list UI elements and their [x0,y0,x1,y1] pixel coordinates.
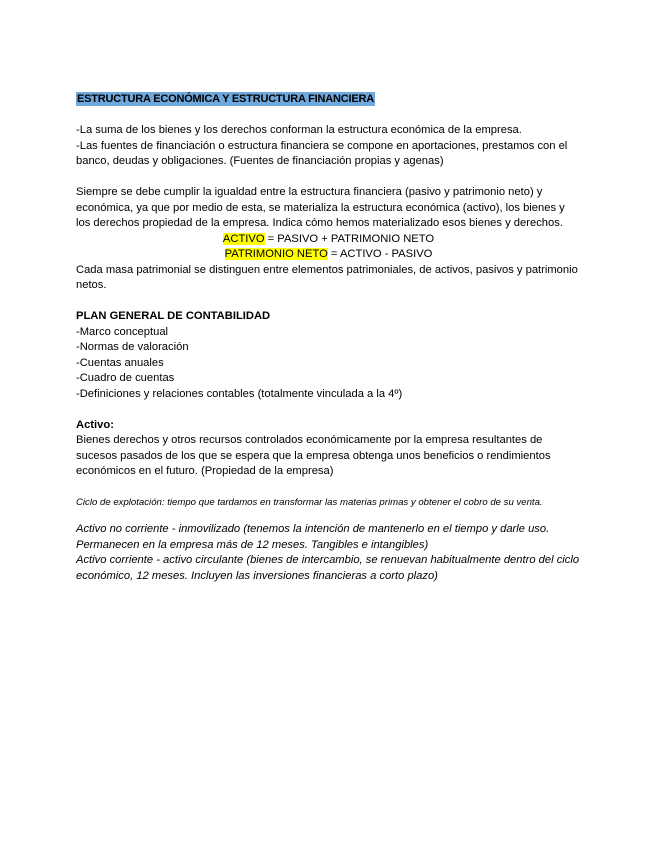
equality-paragraph: Siempre se debe cumplir la igualdad entre la estructura financiera (pasivo y patrimonio neto) y económica, ya que por medio de esta, se materializa la estructura económica (activo), los bienes y los derechos propiedad de la empresa. Indica cómo hemos materializado esos bienes y derechos. [76,186,565,229]
document-title: ESTRUCTURA ECONÓMICA Y ESTRUCTURA FINANCIERA [77,93,374,105]
spacer [76,402,581,418]
intro-line-1: -La suma de los bienes y los derechos conforman la estructura económica de la empresa. [76,124,522,136]
activo-corriente: Activo corriente - activo circulante (bienes de intercambio, se renuevan habitualmente dentro del ciclo económico, 12 meses. Incluyen las inversiones financieras a corto plazo) [76,554,580,582]
list-item: -Definiciones y relaciones contables (totalmente vinculada a la 4º) [76,387,403,400]
list-item: -Cuentas anuales [76,356,164,369]
activo-no-corriente: Activo no corriente - inmovilizado (tenemos la intención de mantenerlo en el tiempo y darle uso. Permanecen en la empresa más de 12 meses. Tangibles e intangibles) [76,523,550,551]
spacer [76,170,581,186]
spacer [76,294,581,310]
highlight-activo: ACTIVO [222,232,265,245]
intro-line-2: -Las fuentes de financiación o estructura financiera se compone en aportaciones, prestamos con el banco, deudas y obligaciones. (Fuentes de financiación propias y agenas) [76,139,568,167]
spacer [76,480,581,496]
list-item: -Marco conceptual [76,325,169,338]
equation-activo-rest: = PASIVO + PATRIMONIO NETO [264,232,435,245]
highlight-patrimonio-neto: PATRIMONIO NETO [224,248,328,260]
list-item: -Normas de valoración [76,341,189,353]
spacer [76,108,581,124]
plan-heading: PLAN GENERAL DE CONTABILIDAD [76,310,271,322]
equation-patrimonio [76,247,581,263]
plan-list [76,325,581,403]
masa-patrimonial-paragraph: Cada masa patrimonial se distinguen entre elementos patrimoniales, de activos, pasivos y patrimonio netos. [76,263,578,291]
equation-patrimonio-rest: = ACTIVO - PASIVO [327,248,433,260]
spacer [76,510,581,522]
activo-heading: Activo: [76,418,114,431]
document-body [76,92,581,584]
activo-definition: Bienes derechos y otros recursos controlados económicamente por la empresa resultantes de sucesos pasados de los que se espera que la empresa obtenga unos beneficios o rendimientos económicos en el futuro. (Propiedad de la empresa) [76,434,551,477]
equation-activo [76,232,581,248]
ciclo-explotacion-note: Ciclo de explotación: tiempo que tardamos en transformar las materias primas y obtener el cobro de su venta. [76,497,543,508]
list-item: -Cuadro de cuentas [76,372,175,384]
